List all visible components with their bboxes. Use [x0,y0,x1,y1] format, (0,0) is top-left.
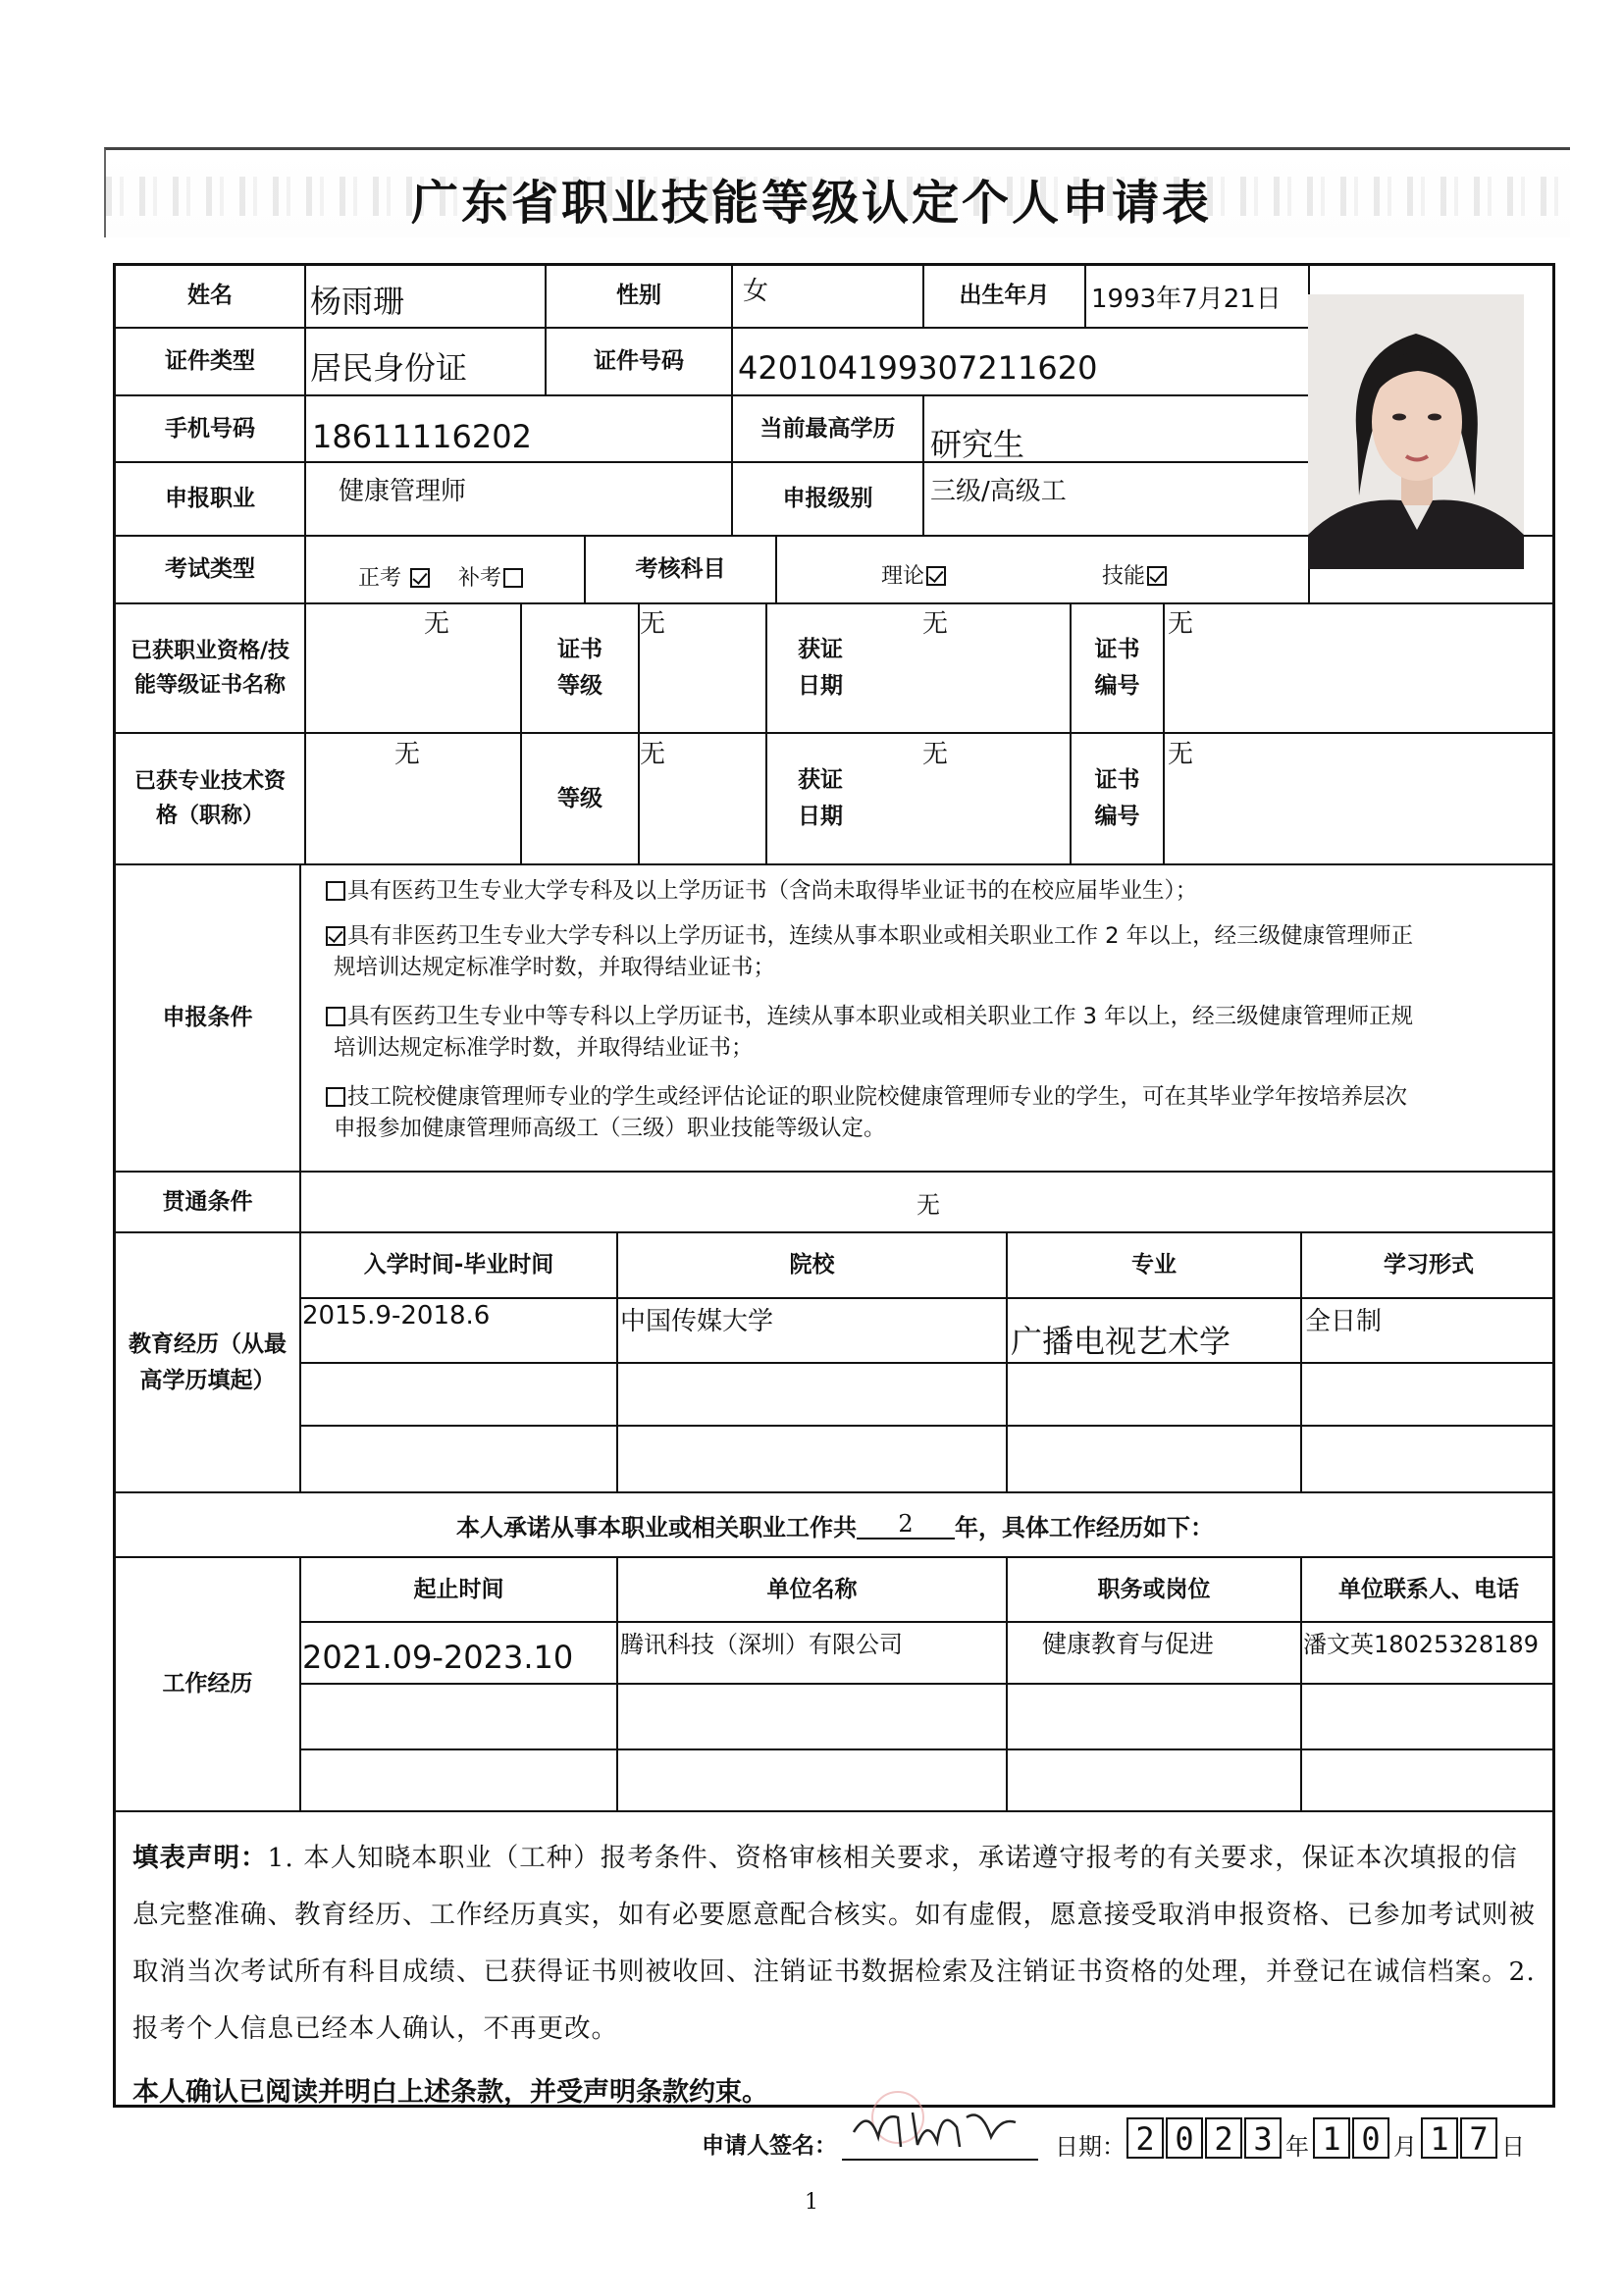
date-label: 日期： [1055,2133,1126,2161]
day-unit: 日 [1501,2133,1525,2161]
work-header-contact: 单位联系人、电话 [1338,1576,1519,1602]
exam-makeup-label: 补考 [458,566,502,591]
col-line [1163,602,1165,863]
cert-date-label: 获证日期 [798,637,843,699]
work-company: 腾讯科技（深圳）有限公司 [620,1631,903,1658]
name-value: 杨雨珊 [310,283,405,320]
cert-level-value: 无 [640,609,666,639]
id-type-value: 居民身份证 [310,349,468,387]
work-contact: 潘文英18025328189 [1303,1631,1539,1658]
cert-date-value: 无 [922,609,949,639]
occupation-value: 健康管理师 [339,477,467,506]
id-number-value: 420104199307211620 [738,349,1098,387]
month-unit: 月 [1393,2133,1417,2161]
condition-1-checkbox[interactable] [326,881,345,901]
condition-2-text-cont: 规培训达规定标准学时数，并取得结业证书； [334,955,776,980]
day-digit: 7 [1460,2117,1497,2159]
col-line [731,263,733,394]
row-line [113,1810,1555,1812]
cert-number-value: 无 [1168,609,1194,639]
work-position: 健康教育与促进 [1042,1630,1215,1658]
edu-period: 2015.9-2018.6 [302,1301,491,1331]
commitment-suffix: 年，具体工作经历如下： [955,1513,1214,1541]
condition-3-checkbox[interactable] [326,1007,345,1026]
edu-mode: 全日制 [1305,1307,1383,1336]
tech-date-label: 获证日期 [798,767,843,829]
edu-major: 广播电视艺术学 [1011,1323,1231,1360]
edu-header-school: 院校 [789,1252,835,1278]
declaration-text: 1. 本人知晓本职业（工种）报考条件、资格审核相关要求，承诺遵守报考的有关要求，保证本次填报的信息完整准确、教育经历、工作经历真实，如有必要愿意配合核实。如有虚假，愿意接受取消申报资格、已参加考试则被取消当次考试所有科目成绩、已获得证书则被收回、注销证书数据检索及注销证书资格的处理，并登记在诚信档案。2. 报考个人信息已经本人确认，不再更改。 [132,1843,1536,2044]
condition-2-checkbox[interactable] [326,926,345,946]
phone-value: 18611116202 [312,418,532,455]
gender-value: 女 [743,277,769,306]
page-title: 广东省职业技能等级认定个人申请表 [410,176,1212,231]
commitment-years: 2 [857,1510,955,1539]
tech-number-label: 证书编号 [1094,767,1140,829]
education-level-label: 当前最高学历 [759,415,896,442]
work-header-company: 单位名称 [766,1576,858,1602]
edu-school: 中国传媒大学 [620,1307,774,1336]
exam-makeup-checkbox[interactable] [503,568,523,588]
subject-theory-option [881,559,948,590]
portrait-image [1308,294,1524,569]
tech-title-label: 已获专业技术资格（职称） [133,768,286,828]
col-line [775,535,777,602]
row-line [299,1297,1555,1299]
condition-4-text-cont: 申报参加健康管理师高级工（三级）职业技能等级认定。 [334,1116,886,1141]
col-line [638,602,640,863]
tech-level-label: 等级 [557,785,602,811]
through-condition-value: 无 [916,1190,940,1219]
work-header-period: 起止时间 [413,1576,504,1602]
row-line [299,1748,1555,1750]
tech-level-value: 无 [640,740,666,769]
subject-skill-checkbox[interactable] [1147,566,1167,586]
month-digit: 0 [1352,2117,1389,2159]
id-number-label: 证件号码 [594,348,684,375]
exam-regular-checkbox[interactable] [410,568,430,588]
signature-label: 申请人签名： [702,2133,837,2159]
birth-value: 1993年7月21日 [1091,285,1282,314]
exam-type-label: 考试类型 [165,556,255,583]
condition-3-text-cont: 培训达规定标准学时数，并取得结业证书； [334,1035,754,1061]
applicant-photo [1308,294,1524,569]
exam-subject-label: 考核科目 [635,556,726,583]
declaration-heading: 填表声明： [132,1843,268,1873]
row-line [299,1621,1555,1623]
year-digit: 0 [1166,2117,1203,2159]
declaration [132,1830,1536,2058]
work-header-position: 职务或岗位 [1097,1576,1211,1602]
condition-2-text: 具有非医药卫生专业大学专科以上学历证书，连续从事本职业或相关职业工作 2 年以上，经三级健康管理师正 [347,923,1414,949]
through-condition-label: 贯通条件 [162,1188,253,1215]
day-digit: 1 [1421,2117,1458,2159]
year-digit: 3 [1244,2117,1282,2159]
row-line [299,1425,1555,1427]
subject-theory-checkbox[interactable] [926,566,946,586]
birth-label: 出生年月 [959,283,1050,309]
row-line [299,1683,1555,1685]
condition-item-1 [324,871,1541,911]
year-unit: 年 [1285,2133,1309,2161]
name-label: 姓名 [187,283,233,309]
occupation-label: 申报职业 [165,486,255,512]
gender-label: 性别 [616,283,661,309]
applicant-signature [844,2088,1030,2166]
signature-line [842,2159,1038,2161]
edu-header-mode: 学习形式 [1384,1252,1474,1278]
id-type-label: 证件类型 [165,348,255,375]
row-line [299,1362,1555,1364]
page-number: 1 [805,2190,818,2215]
vocational-cert-name: 无 [424,609,450,639]
declaration-ack: 本人确认已阅读并明白上述条款，并受声明条款约束。 [132,2077,768,2108]
condition-4-text: 技工院校健康管理师专业的学生或经评估论证的职业院校健康管理师专业的学生，可在其毕业学年按培养层次 [347,1084,1408,1110]
condition-3-text: 具有医药卫生专业中等专科以上学历证书，连续从事本职业或相关职业工作 3 年以上，经三级健康管理师正规 [347,1004,1414,1029]
col-line [1084,263,1086,327]
tech-date-value: 无 [922,740,949,769]
cert-level-label: 证书等级 [557,637,602,699]
commitment-prefix: 本人承诺从事本职业或相关职业工作共 [456,1513,857,1541]
work-label: 工作经历 [162,1671,253,1697]
col-line [304,263,306,602]
tech-number-value: 无 [1168,740,1194,769]
condition-4-checkbox[interactable] [326,1087,345,1107]
vocational-cert-label: 已获职业资格/技能等级证书名称 [130,638,290,698]
apply-level-label: 申报级别 [782,486,873,512]
col-line [922,394,924,535]
phone-label: 手机号码 [165,415,255,442]
month-digit: 1 [1313,2117,1350,2159]
exam-type-options [358,561,525,592]
condition-1-text: 具有医药卫生专业大学专科及以上学历证书（含尚未取得毕业证书的在校应届毕业生）； [347,878,1198,904]
exam-regular-label: 正考 [358,566,402,591]
conditions-label: 申报条件 [162,1005,253,1031]
subject-theory-label: 理论 [881,564,925,589]
education-level-value: 研究生 [930,426,1025,463]
apply-level-value: 三级/高级工 [930,477,1067,506]
year-digit: 2 [1205,2117,1242,2159]
edu-header-major: 专业 [1131,1252,1177,1278]
education-label: 教育经历（从最高学历填起） [129,1331,287,1393]
col-line [304,602,306,863]
subject-skill-option [1102,559,1169,590]
edu-header-period: 入学时间-毕业时间 [363,1252,554,1278]
tech-title-name: 无 [394,740,421,769]
cert-number-label: 证书编号 [1094,637,1140,699]
row-line [113,863,1555,865]
subject-skill-label: 技能 [1102,564,1146,589]
work-period: 2021.09-2023.10 [302,1639,574,1676]
work-commitment [115,1493,1555,1556]
year-digit: 2 [1126,2117,1164,2159]
